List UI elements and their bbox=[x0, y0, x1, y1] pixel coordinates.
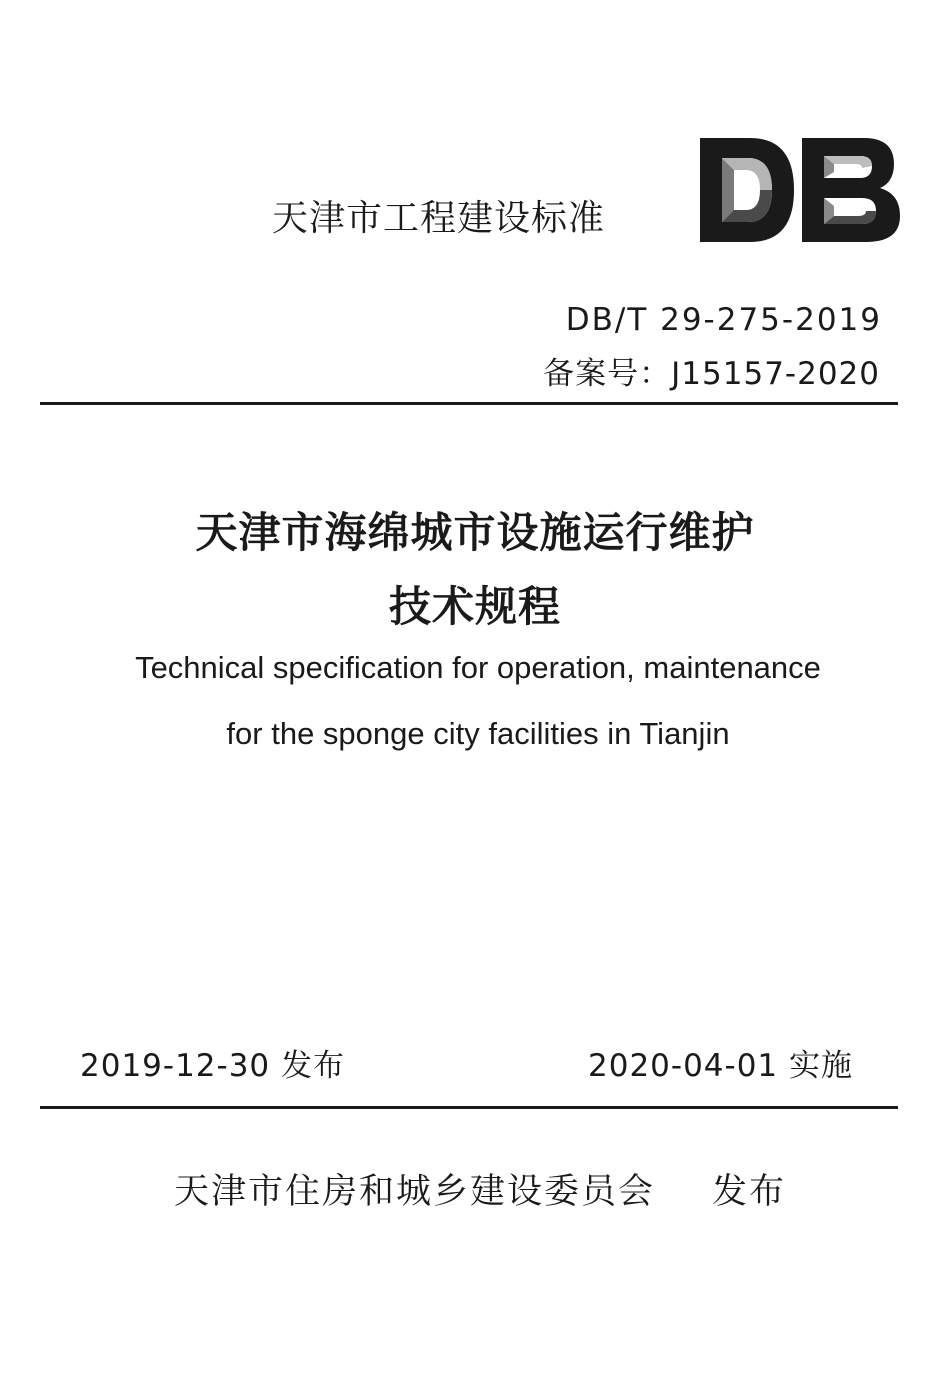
bottom-divider bbox=[40, 1106, 898, 1109]
title-cn-line1: 天津市海绵城市设施运行维护 bbox=[195, 508, 755, 557]
standard-number: DB/T 29-275-2019 bbox=[565, 302, 882, 338]
top-divider bbox=[40, 402, 898, 405]
title-cn-line2: 技术规程 bbox=[388, 582, 561, 631]
title-en-line1: Technical specification for operation, maintenance bbox=[135, 650, 821, 685]
db-logo bbox=[698, 136, 902, 244]
issue-date: 2019-12-30 发布 bbox=[80, 1048, 346, 1084]
publisher: 天津市住房和城乡建设委员会 bbox=[174, 1172, 656, 1212]
publisher-action: 发布 bbox=[712, 1172, 787, 1212]
series-title: 天津市工程建设标准 bbox=[272, 198, 606, 239]
title-en-line2: for the sponge city facilities in Tianjin bbox=[226, 716, 730, 751]
record-number: 备案号：J15157-2020 bbox=[543, 356, 880, 392]
effective-date: 2020-04-01 实施 bbox=[588, 1048, 854, 1084]
